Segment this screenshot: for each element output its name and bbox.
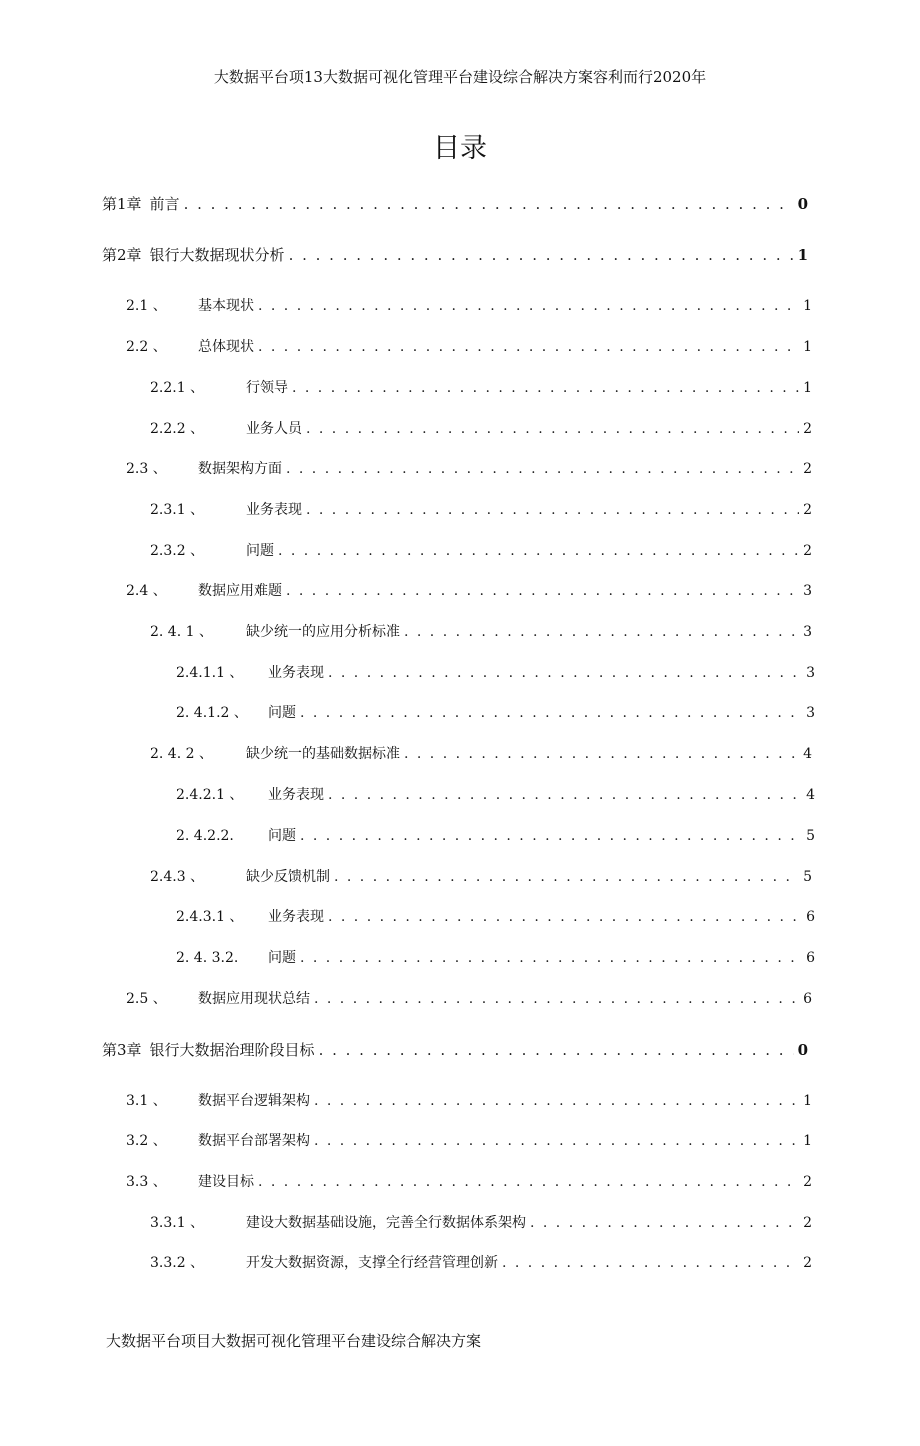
toc-entry-title: 数据应用现状总结 — [198, 991, 310, 1007]
toc-entry-page: 6 — [803, 991, 812, 1007]
page-footer: 大数据平台项目大数据可视化管理平台建设综合解决方案 — [106, 1332, 482, 1350]
toc-leader-dots — [314, 988, 799, 1010]
toc-leader-dots — [328, 906, 802, 928]
toc-entry-title: 缺少反馈机制 — [246, 869, 330, 885]
toc-entry-title: 前言 — [149, 195, 180, 213]
toc-entry-title: 建设大数据基础设施，完善全行数据体系架构 — [246, 1215, 526, 1231]
toc-entry-page: 2 — [803, 461, 812, 477]
toc-entry[interactable] — [0, 662, 920, 684]
toc-entry[interactable] — [0, 540, 920, 562]
toc-entry-number: 2.3 、 — [126, 461, 167, 477]
toc-entry-number: 3.2 、 — [126, 1133, 167, 1149]
toc-entry-title: 问题 — [246, 543, 274, 559]
toc-entry-number: 3.3 、 — [126, 1174, 167, 1190]
toc-entry[interactable] — [0, 621, 920, 643]
toc-entry-page: 1 — [803, 298, 812, 314]
toc-entry-page: 1 — [803, 1093, 812, 1109]
toc-entry-number: 2. 4. 1 、 — [150, 624, 213, 640]
toc-entry-page: 4 — [803, 746, 812, 762]
toc-entry-page: 0 — [797, 195, 808, 213]
toc-entry-number: 2.2.1 、 — [150, 380, 205, 396]
toc-entry[interactable] — [0, 377, 920, 399]
toc-entry-title: 业务表现 — [268, 787, 324, 803]
toc-entry[interactable] — [0, 906, 920, 928]
toc-entry-title: 问题 — [268, 705, 296, 721]
toc-leader-dots — [286, 458, 799, 480]
toc-entry[interactable] — [0, 244, 920, 266]
toc-entry-number: 第2章 — [102, 246, 142, 264]
toc-entry-title: 问题 — [268, 950, 296, 966]
toc-entry[interactable] — [0, 1090, 920, 1112]
toc-entry-number: 3.3.1 、 — [150, 1215, 205, 1231]
toc-entry-title: 行领导 — [246, 380, 288, 396]
toc-entry-number: 2. 4.2.2. — [176, 828, 234, 844]
toc-entry-title: 数据平台逻辑架构 — [198, 1093, 310, 1109]
toc-leader-dots — [314, 1090, 799, 1112]
toc-entry-page: 4 — [806, 787, 815, 803]
toc-entry-title: 数据平台部署架构 — [198, 1133, 310, 1149]
toc-entry-number: 2.4.3.1 、 — [176, 909, 244, 925]
toc-entry-title: 业务表现 — [268, 665, 324, 681]
toc-entry-page: 2 — [803, 502, 812, 518]
toc-entry-number: 2. 4. 2 、 — [150, 746, 213, 762]
toc-entry[interactable] — [0, 1252, 920, 1274]
toc-leader-dots — [502, 1252, 799, 1274]
toc-entry-number: 2.2.2 、 — [150, 421, 205, 437]
toc-leader-dots — [334, 866, 799, 888]
toc-entry[interactable] — [0, 458, 920, 480]
toc-entry-page: 1 — [797, 246, 808, 264]
toc-entry-page: 2 — [803, 421, 812, 437]
toc-entry[interactable] — [0, 1212, 920, 1234]
toc-entry-number: 2. 4. 3.2. — [176, 950, 239, 966]
toc-entry-number: 第1章 — [102, 195, 142, 213]
toc-entry-number: 2.4.1.1 、 — [176, 665, 244, 681]
toc-entry-title: 建设目标 — [198, 1174, 254, 1190]
toc-entry-page: 6 — [806, 909, 815, 925]
toc-entry-number: 2.1 、 — [126, 298, 167, 314]
toc-entry-title: 业务表现 — [246, 502, 302, 518]
toc-entry-title: 银行大数据治理阶段目标 — [149, 1041, 315, 1059]
toc-leader-dots — [258, 295, 799, 317]
toc-entry[interactable] — [0, 988, 920, 1010]
toc-entry-title: 问题 — [268, 828, 296, 844]
toc-entry-page: 5 — [803, 869, 812, 885]
toc-entry-number: 2.4.2.1 、 — [176, 787, 244, 803]
toc-leader-dots — [306, 418, 799, 440]
toc-leader-dots — [286, 580, 799, 602]
toc-leader-dots — [258, 336, 799, 358]
toc-entry-title: 银行大数据现状分析 — [149, 246, 285, 264]
toc-leader-dots — [258, 1171, 799, 1193]
toc-leader-dots — [300, 825, 802, 847]
toc-leader-dots — [404, 743, 799, 765]
toc-entry[interactable] — [0, 702, 920, 724]
toc-leader-dots — [319, 1039, 794, 1061]
toc-entry-number: 第3章 — [102, 1041, 142, 1059]
toc-entry[interactable] — [0, 336, 920, 358]
toc-entry-title: 基本现状 — [198, 298, 254, 314]
toc-entry-number: 2. 4.1.2 、 — [176, 705, 248, 721]
toc-entry-title: 业务表现 — [268, 909, 324, 925]
toc-entry[interactable] — [0, 1130, 920, 1152]
toc-entry-title: 开发大数据资源，支撑全行经营管理创新 — [246, 1255, 498, 1271]
toc-entry[interactable] — [0, 825, 920, 847]
toc-leader-dots — [404, 621, 799, 643]
toc-entry-number: 2.4 、 — [126, 583, 167, 599]
toc-entry[interactable] — [0, 295, 920, 317]
toc-leader-dots — [300, 947, 802, 969]
toc-entry[interactable] — [0, 1171, 920, 1193]
toc-entry-number: 3.3.2 、 — [150, 1255, 205, 1271]
toc-entry-title: 总体现状 — [198, 339, 254, 355]
toc-entry-page: 2 — [803, 1174, 812, 1190]
toc-leader-dots — [278, 540, 799, 562]
toc-entry[interactable] — [0, 418, 920, 440]
toc-entry-page: 6 — [806, 950, 815, 966]
toc-entry[interactable] — [0, 947, 920, 969]
toc-entry-title: 业务人员 — [246, 421, 302, 437]
toc-entry-page: 3 — [803, 624, 812, 640]
toc-entry-page: 1 — [803, 339, 812, 355]
toc-entry-title: 数据应用难题 — [198, 583, 282, 599]
toc-entry-number: 2.4.3 、 — [150, 869, 205, 885]
toc-entry-page: 2 — [803, 1215, 812, 1231]
toc-entry[interactable] — [0, 1039, 920, 1061]
toc-entry[interactable] — [0, 580, 920, 602]
toc-leader-dots — [306, 499, 799, 521]
page-header: 大数据平台项13大数据可视化管理平台建设综合解决方案容利而行2020年 — [213, 68, 707, 86]
toc-entry-title: 数据架构方面 — [198, 461, 282, 477]
toc-entry[interactable] — [0, 866, 920, 888]
toc-entry[interactable] — [0, 499, 920, 521]
toc-entry-number: 3.1 、 — [126, 1093, 167, 1109]
page-title: 目录 — [433, 133, 487, 164]
toc-entry-number: 2.3.1 、 — [150, 502, 205, 518]
toc-leader-dots — [314, 1130, 799, 1152]
toc-leader-dots — [184, 193, 794, 215]
toc-entry-title: 缺少统一的应用分析标准 — [246, 624, 400, 640]
toc-leader-dots — [289, 244, 794, 266]
toc-entry-title: 缺少统一的基础数据标准 — [246, 746, 400, 762]
toc-leader-dots — [328, 662, 802, 684]
toc-leader-dots — [328, 784, 802, 806]
toc-entry-number: 2.3.2 、 — [150, 543, 205, 559]
toc-entry-page: 2 — [803, 543, 812, 559]
toc-entry[interactable] — [0, 743, 920, 765]
toc-leader-dots — [530, 1212, 799, 1234]
toc-entry[interactable] — [0, 193, 920, 215]
toc-entry-page: 3 — [806, 705, 815, 721]
toc-entry-number: 2.2 、 — [126, 339, 167, 355]
toc-leader-dots — [300, 702, 802, 724]
toc-entry-page: 3 — [803, 583, 812, 599]
toc-entry-page: 1 — [803, 380, 812, 396]
toc-entry-page: 5 — [806, 828, 815, 844]
toc-entry-page: 2 — [803, 1255, 812, 1271]
toc-entry-page: 0 — [797, 1041, 808, 1059]
toc-entry[interactable] — [0, 784, 920, 806]
toc-entry-page: 1 — [803, 1133, 812, 1149]
toc-leader-dots — [292, 377, 799, 399]
toc-entry-page: 3 — [806, 665, 815, 681]
toc-entry-number: 2.5 、 — [126, 991, 167, 1007]
